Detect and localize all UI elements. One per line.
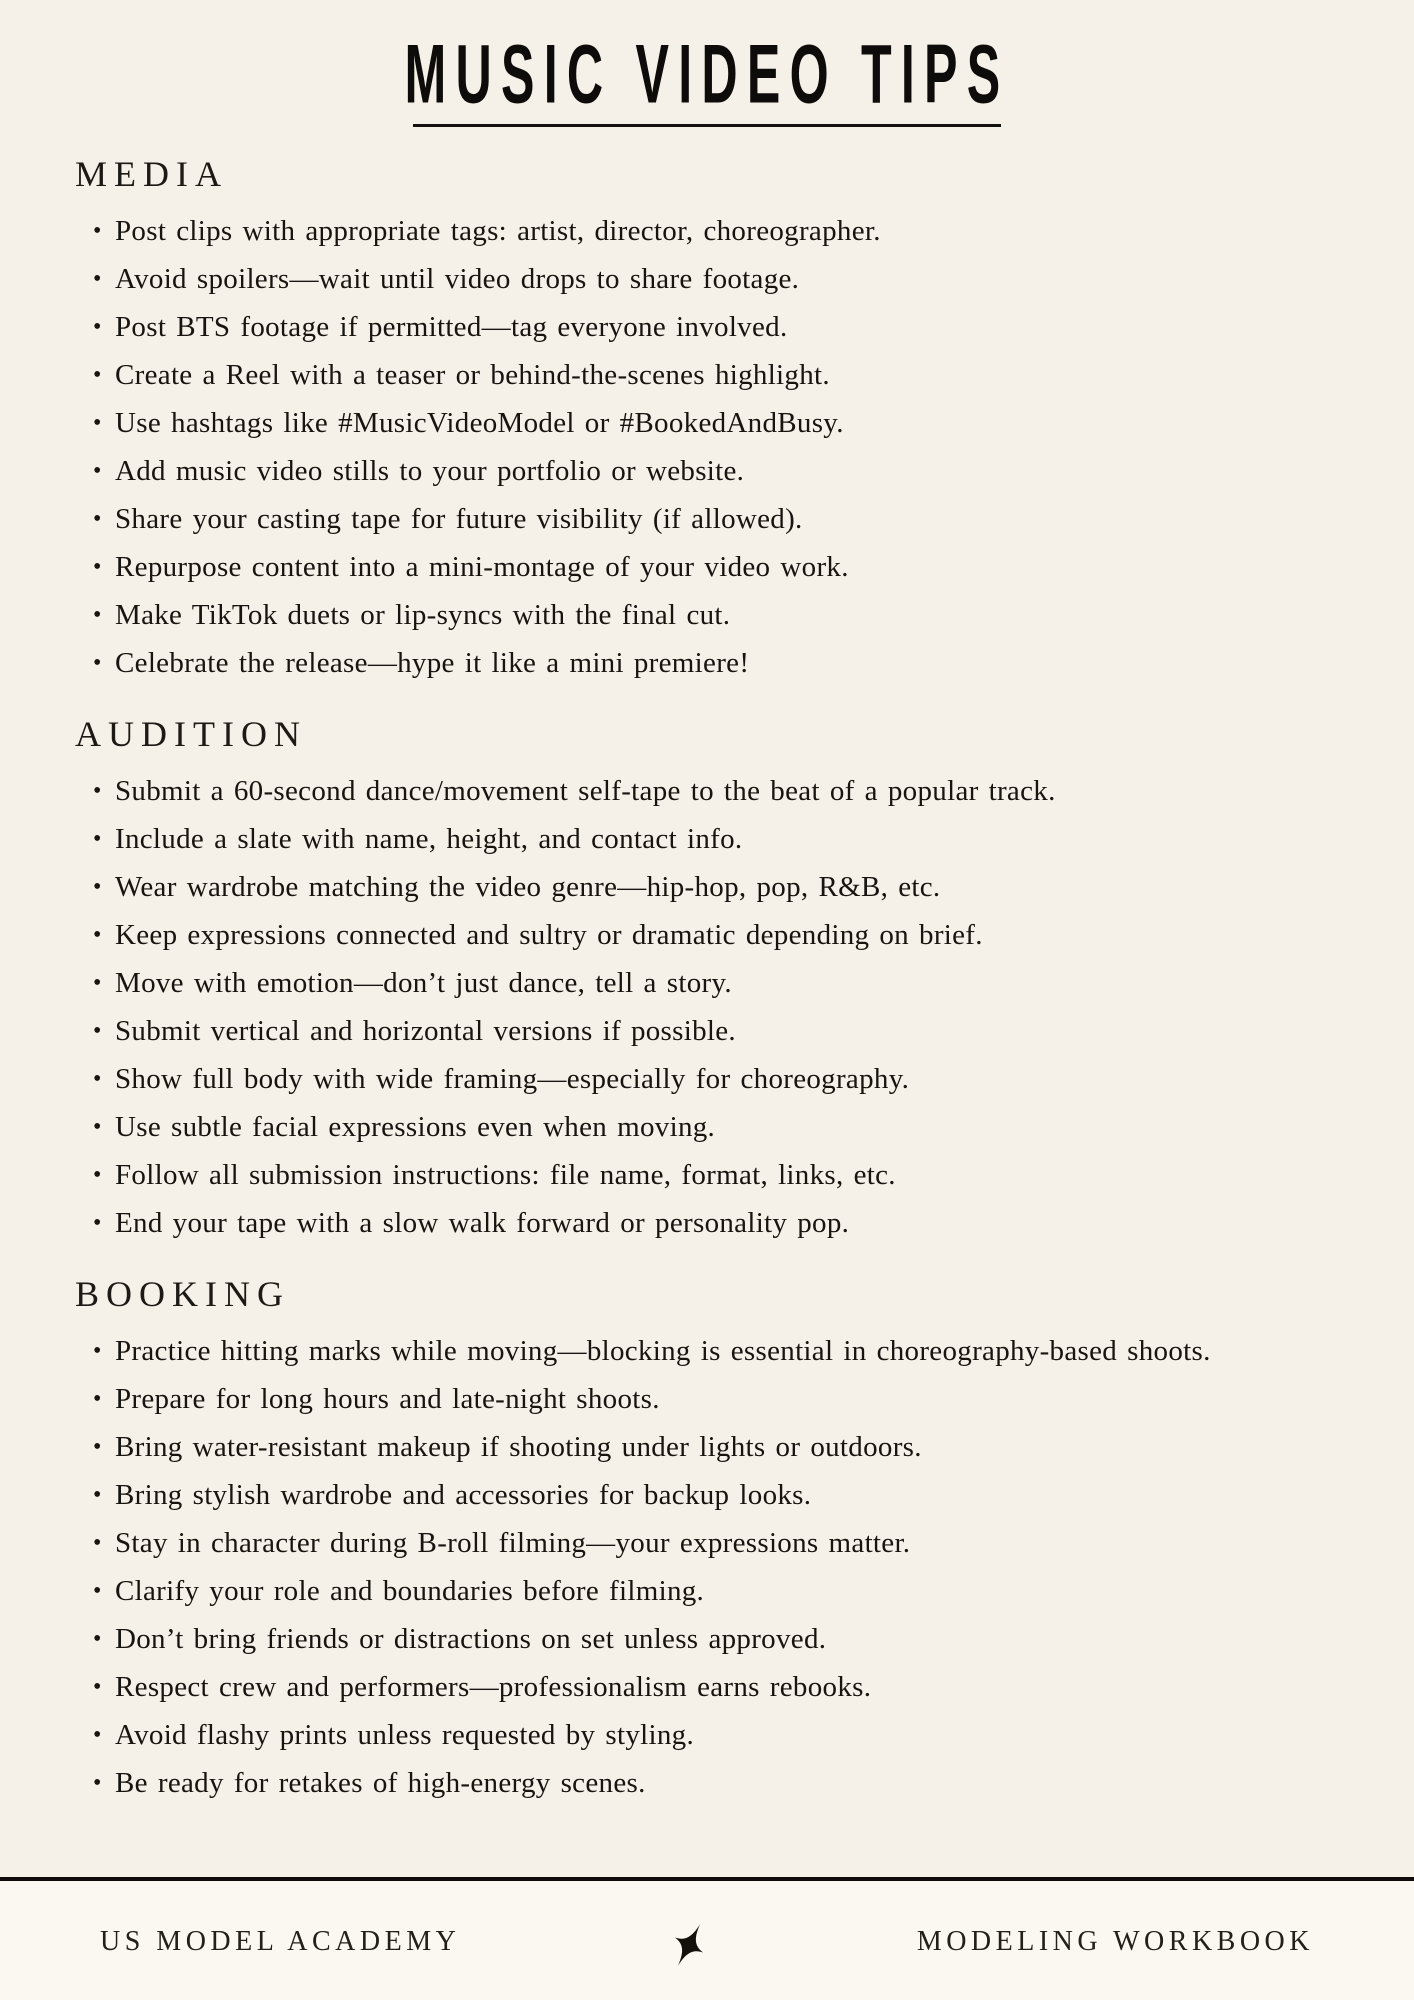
section-heading-booking: BOOKING [75,1274,290,1314]
four-point-star-icon [667,1917,711,1973]
section-heading-audition: AUDITION [75,714,307,754]
list-item: • Celebrate the release—hype it like a mini premiere! [115,639,1414,687]
list-item: • Move with emotion—don’t just dance, tell a story. [115,959,1414,1007]
list-item: • Use subtle facial expressions even when moving. [115,1103,1414,1151]
audition-tips-list [115,767,1414,1247]
list-item: • Use hashtags like #MusicVideoModel or #BookedAndBusy. [115,399,1414,447]
page-header [0,27,1414,127]
list-item: • Submit a 60-second dance/movement self-tape to the beat of a popular track. [115,767,1414,815]
title-underline [413,124,1001,127]
page-title: MUSIC VIDEO TIPS [404,27,1010,122]
list-item: • Bring stylish wardrobe and accessories for backup looks. [115,1471,1414,1519]
list-item: • Create a Reel with a teaser or behind-the-scenes highlight. [115,351,1414,399]
page-footer [0,1877,1414,2000]
footer-workbook-text: MODELING WORKBOOK [916,1926,1314,1957]
list-item: • Avoid flashy prints unless requested by styling. [115,1711,1414,1759]
section-media [0,153,1414,687]
list-item: • Show full body with wide framing—especially for choreography. [115,1055,1414,1103]
section-audition [0,713,1414,1247]
list-item: • Post clips with appropriate tags: artist, director, choreographer. [115,207,1414,255]
footer-brand-text: US MODEL ACADEMY [100,1926,461,1957]
list-item: • Practice hitting marks while moving—blocking is essential in choreography-based shoots. [115,1327,1414,1375]
list-item: • Don’t bring friends or distractions on set unless approved. [115,1615,1414,1663]
list-item: • Stay in character during B-roll filming—your expressions matter. [115,1519,1414,1567]
booking-tips-list [115,1327,1414,1807]
list-item: • Bring water-resistant makeup if shooting under lights or outdoors. [115,1423,1414,1471]
footer-row [0,1911,1414,1973]
section-booking [0,1273,1414,1807]
list-item: • Repurpose content into a mini-montage of your video work. [115,543,1414,591]
list-item: • Make TikTok duets or lip-syncs with the final cut. [115,591,1414,639]
page-content [0,153,1414,1807]
list-item: • Keep expressions connected and sultry or dramatic depending on brief. [115,911,1414,959]
list-item: • Submit vertical and horizontal versions if possible. [115,1007,1414,1055]
list-item: • End your tape with a slow walk forward or personality pop. [115,1199,1414,1247]
list-item: • Add music video stills to your portfolio or website. [115,447,1414,495]
list-item: • Post BTS footage if permitted—tag everyone involved. [115,303,1414,351]
list-item: • Wear wardrobe matching the video genre—hip-hop, pop, R&B, etc. [115,863,1414,911]
list-item: • Prepare for long hours and late-night shoots. [115,1375,1414,1423]
section-heading-media: MEDIA [75,154,228,194]
media-tips-list [115,207,1414,687]
list-item: • Be ready for retakes of high-energy scenes. [115,1759,1414,1807]
list-item: • Avoid spoilers—wait until video drops to share footage. [115,255,1414,303]
list-item: • Include a slate with name, height, and contact info. [115,815,1414,863]
list-item: • Follow all submission instructions: file name, format, links, etc. [115,1151,1414,1199]
list-item: • Clarify your role and boundaries before filming. [115,1567,1414,1615]
list-item: • Share your casting tape for future visibility (if allowed). [115,495,1414,543]
list-item: • Respect crew and performers—professionalism earns rebooks. [115,1663,1414,1711]
